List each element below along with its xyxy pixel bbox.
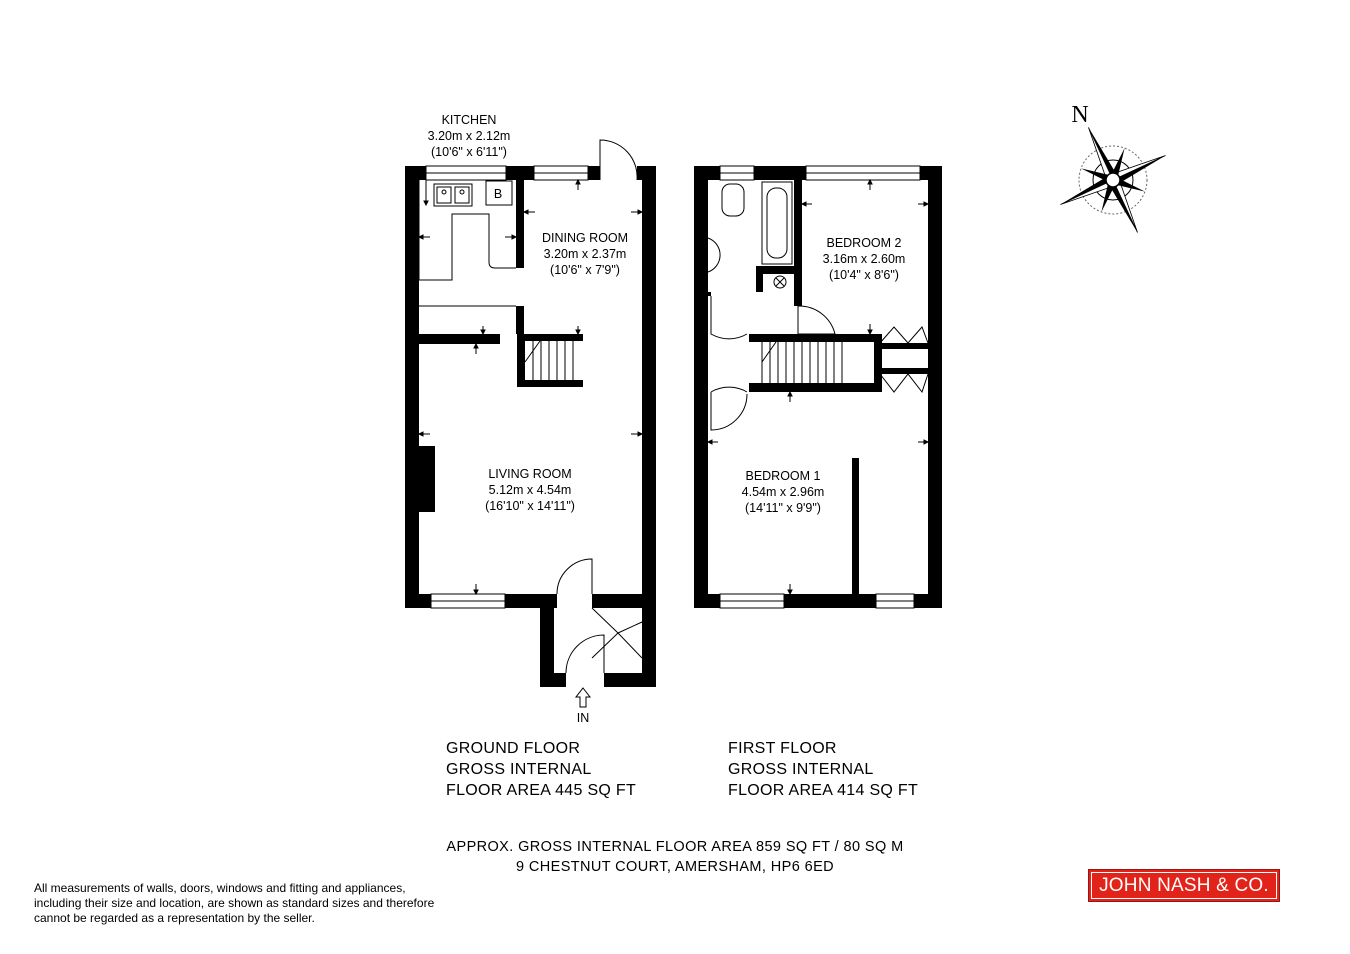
ground-floor-subtitle: GROSS INTERNAL	[446, 761, 592, 778]
living-room-imperial: (16'10" x 14'11")	[485, 499, 575, 513]
first-floor-plan	[694, 166, 942, 608]
entrance-arrow-icon	[576, 688, 590, 707]
first-floor-area: FLOOR AREA 414 SQ FT	[728, 782, 919, 799]
boiler-label: B	[493, 187, 503, 201]
first-floor-doors	[711, 296, 928, 430]
property-address: 9 CHESTNUT COURT, AMERSHAM, HP6 6ED	[515, 859, 835, 875]
front-door-icon	[557, 559, 592, 594]
kitchen-metric: 3.20m x 2.12m	[427, 129, 511, 143]
disclaimer-line: All measurements of walls, doors, windows and fitting and appliances,	[34, 881, 406, 895]
first-floor-area-block	[728, 738, 918, 801]
first-floor-subtitle: GROSS INTERNAL	[728, 761, 874, 778]
compass-north-label: N	[1071, 102, 1089, 128]
ground-floor-area-block	[446, 738, 636, 801]
disclaimer-line: including their size and location, are shown as standard sizes and therefore	[34, 896, 435, 910]
entrance-label: IN	[576, 711, 590, 725]
first-floor-stairs	[762, 342, 842, 383]
disclaimer	[34, 881, 434, 926]
ground-floor-area: FLOOR AREA 445 SQ FT	[446, 782, 637, 799]
living-room-metric: 5.12m x 4.54m	[488, 483, 572, 497]
first-floor-title: FIRST FLOOR	[728, 740, 837, 757]
compass-rose-icon	[1036, 103, 1190, 257]
kitchen-name: KITCHEN	[441, 113, 497, 127]
bedroom-1-imperial: (14'11" x 9'9")	[745, 501, 821, 515]
living-room-name: LIVING ROOM	[488, 467, 572, 481]
garden-door-icon	[600, 140, 637, 180]
bedroom-2-name: BEDROOM 2	[826, 236, 902, 250]
total-area: APPROX. GROSS INTERNAL FLOOR AREA 859 SQ FT / 80 SQ M	[446, 839, 904, 855]
dining-room-imperial: (10'6" x 7'9")	[550, 263, 620, 277]
toilet-icon	[722, 184, 744, 216]
dining-room-name: DINING ROOM	[541, 231, 629, 245]
brand-logo	[1088, 869, 1280, 902]
bedroom-2-imperial: (10'4" x 8'6")	[829, 268, 899, 282]
bedroom-1-metric: 4.54m x 2.96m	[741, 485, 825, 499]
basin-icon	[708, 238, 720, 272]
kitchen-imperial: (10'6" x 6'11")	[431, 145, 507, 159]
dining-room-metric: 3.20m x 2.37m	[543, 247, 627, 261]
brand-logo-frame	[1091, 872, 1277, 899]
bedroom-2-metric: 3.16m x 2.60m	[822, 252, 906, 266]
brand-logo-text: JOHN NASH & CO.	[1099, 875, 1269, 896]
disclaimer-line: cannot be regarded as a representation by the seller.	[34, 911, 315, 925]
ground-floor-title: GROUND FLOOR	[446, 740, 581, 757]
ground-floor-plan	[405, 113, 656, 725]
ground-floor-stairs	[525, 341, 573, 380]
bedroom-1-name: BEDROOM 1	[745, 469, 821, 483]
